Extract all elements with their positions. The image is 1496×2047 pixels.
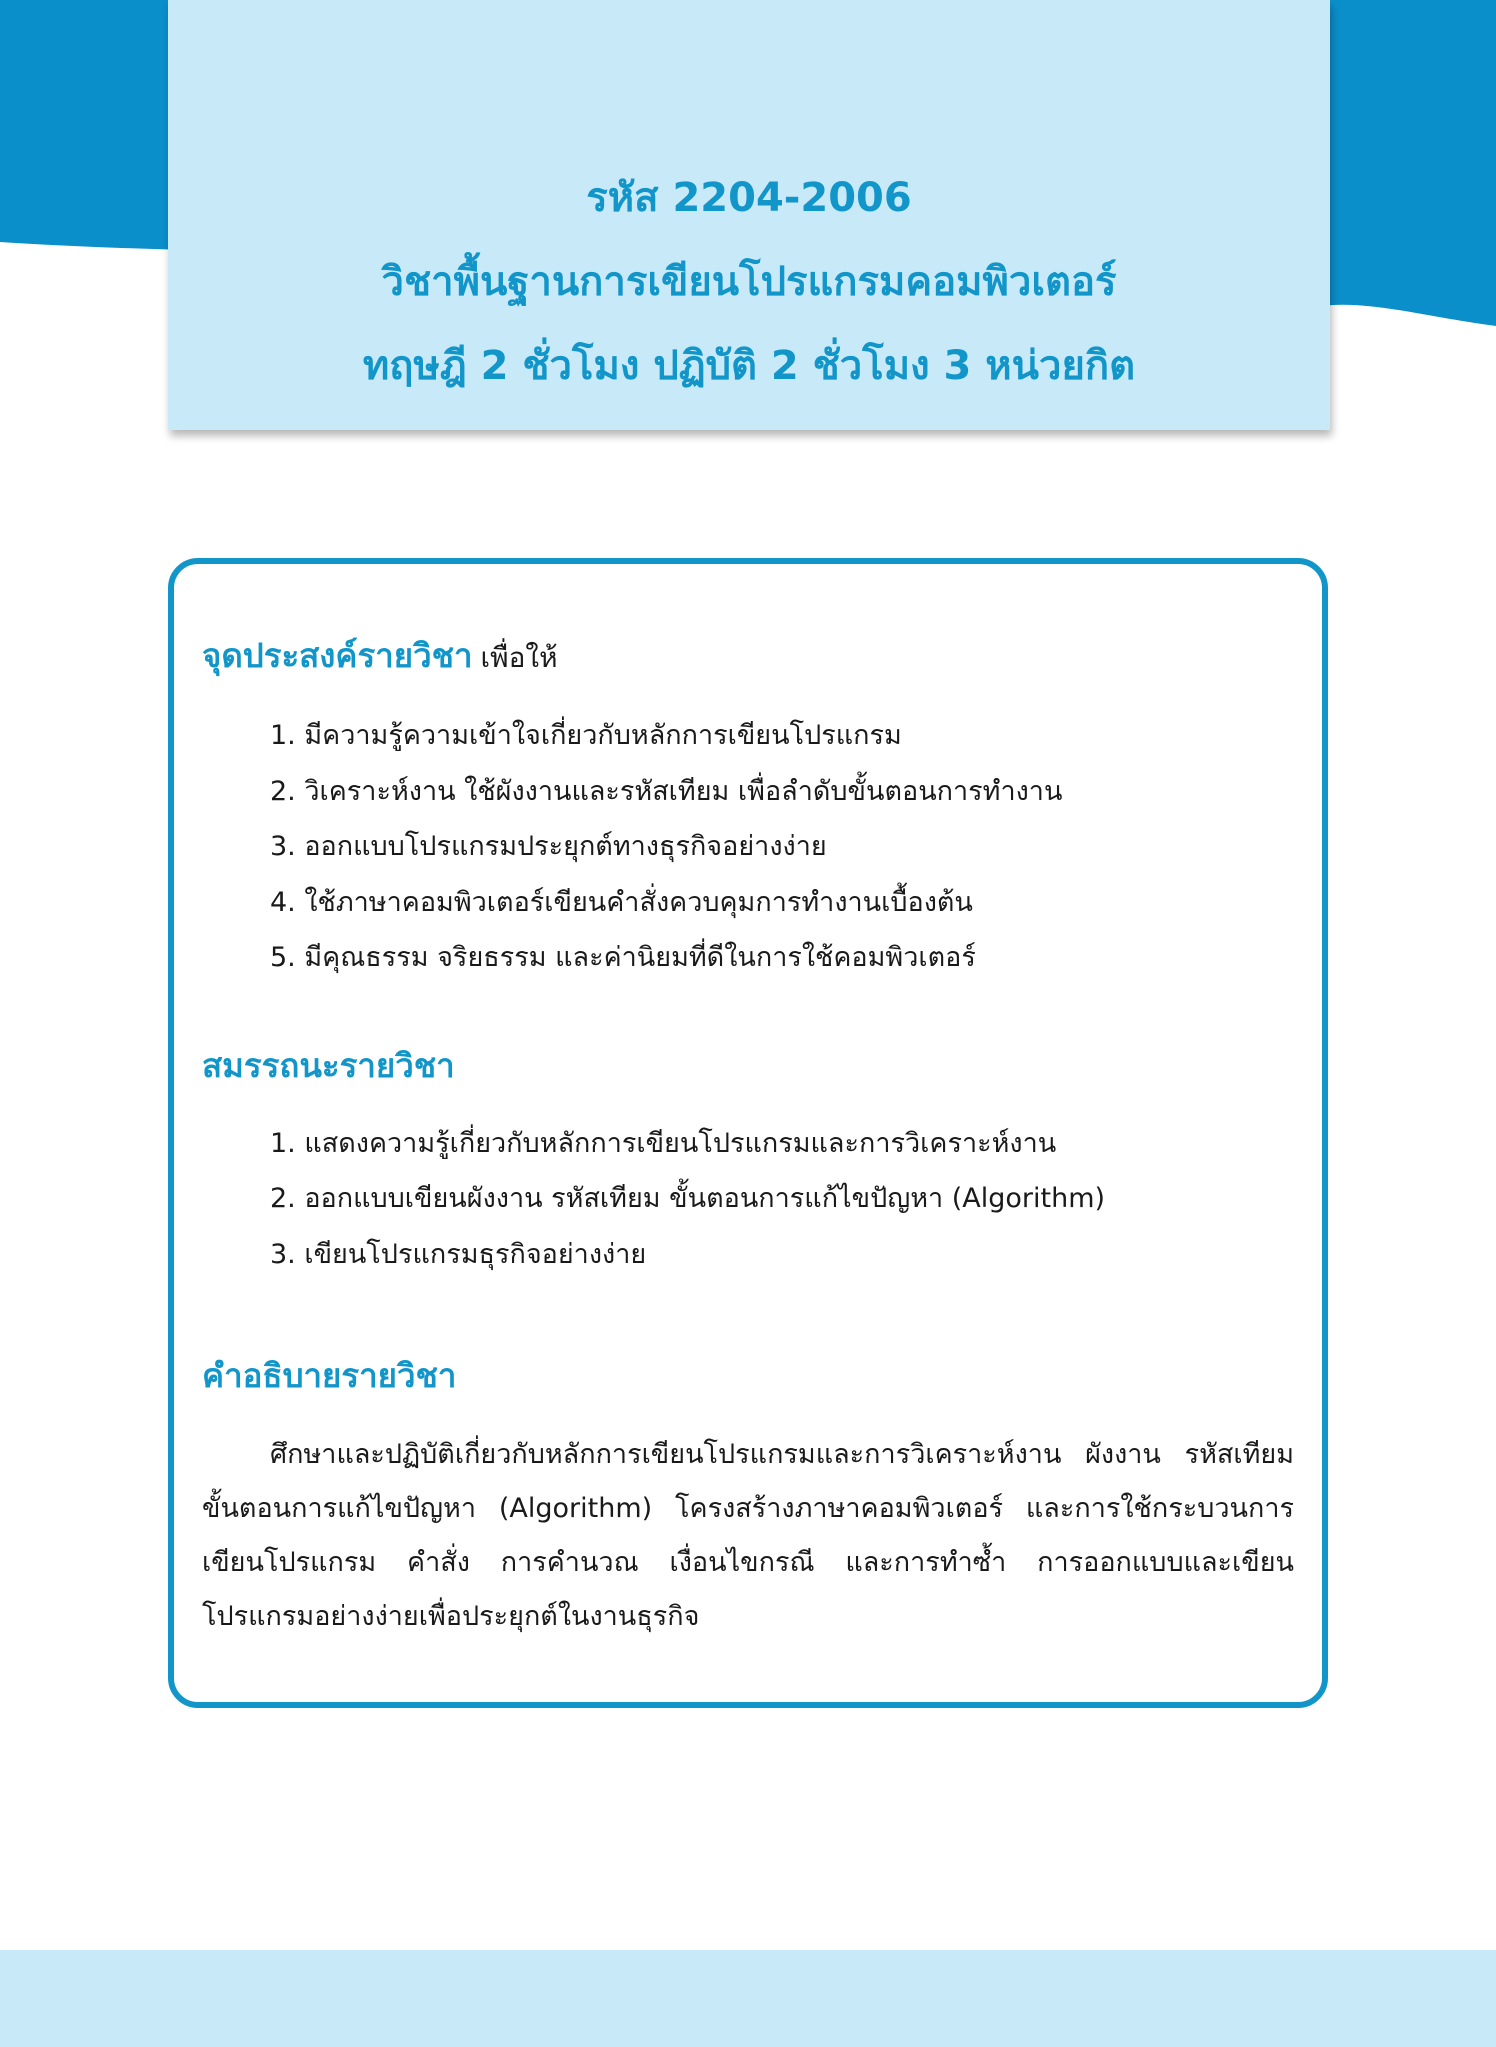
competencies-list <box>202 1116 1294 1283</box>
list-item: 1. แสดงความรู้เกี่ยวกับหลักการเขียนโปรแกรมและการวิเคราะห์งาน <box>270 1127 1057 1159</box>
course-info-box <box>168 558 1328 1708</box>
list-item: 3. ออกแบบโปรแกรมประยุกต์ทางธุรกิจอย่างง่าย <box>270 831 827 862</box>
list-item: 5. มีคุณธรรม จริยธรรม และค่านิยมที่ดีในการใช้คอมพิวเตอร์ <box>270 942 976 973</box>
description-heading: คำอธิบายรายวิชา <box>202 1356 457 1395</box>
competencies-heading: สมรรถนะรายวิชา <box>202 1045 455 1085</box>
list-item: 2. ออกแบบเขียนผังงาน รหัสเทียม ขั้นตอนการแก้ไขปัญหา (Algorithm) <box>270 1183 1106 1214</box>
objectives-list <box>202 708 1294 986</box>
objectives-heading <box>202 630 1294 684</box>
bottom-band <box>0 1950 1496 2047</box>
list-item: 2. วิเคราะห์งาน ใช้ผังงานและรหัสเทียม เพื่อลำดับขั้นตอนการทำงาน <box>270 775 1063 807</box>
course-code: รหัส 2204-2006 <box>586 175 912 221</box>
course-hours: ทฤษฎี 2 ชั่วโมง ปฏิบัติ 2 ชั่วโมง 3 หน่วยกิต <box>362 343 1136 389</box>
list-item: 1. มีความรู้ความเข้าใจเกี่ยวกับหลักการเขียนโปรแกรม <box>270 720 902 751</box>
list-item: 3. เขียนโปรแกรมธุรกิจอย่างง่าย <box>270 1238 647 1270</box>
header-panel <box>168 0 1330 430</box>
objectives-heading-suffix: เพื่อให้ <box>480 641 558 674</box>
objectives-heading-text: จุดประสงค์รายวิชา <box>202 636 473 675</box>
description-text: ศึกษาและปฏิบัติเกี่ยวกับหลักการเขียนโปรแกรมและการวิเคราะห์งาน ผังงาน รหัสเทียม ขั้นตอนการแก้ไขปัญหา (Algorithm) โครงสร้างภาษาคอมพิวเตอร์ และการใช้กระบวนการเขียนโปรแกรม คำสั่ง การคำนวณ เงื่อนไขกรณี และการทำซ้ำ การออกแบบและเขียนโปรแกรมอย่างง่ายเพื่อประยุกต์ในงานธุรกิจ <box>202 1439 1294 1632</box>
course-title: วิชาพื้นฐานการเขียนโปรแกรมคอมพิวเตอร์ <box>381 259 1117 305</box>
list-item: 4. ใช้ภาษาคอมพิวเตอร์เขียนคำสั่งควบคุมการทำงานเบื้องต้น <box>270 886 973 918</box>
